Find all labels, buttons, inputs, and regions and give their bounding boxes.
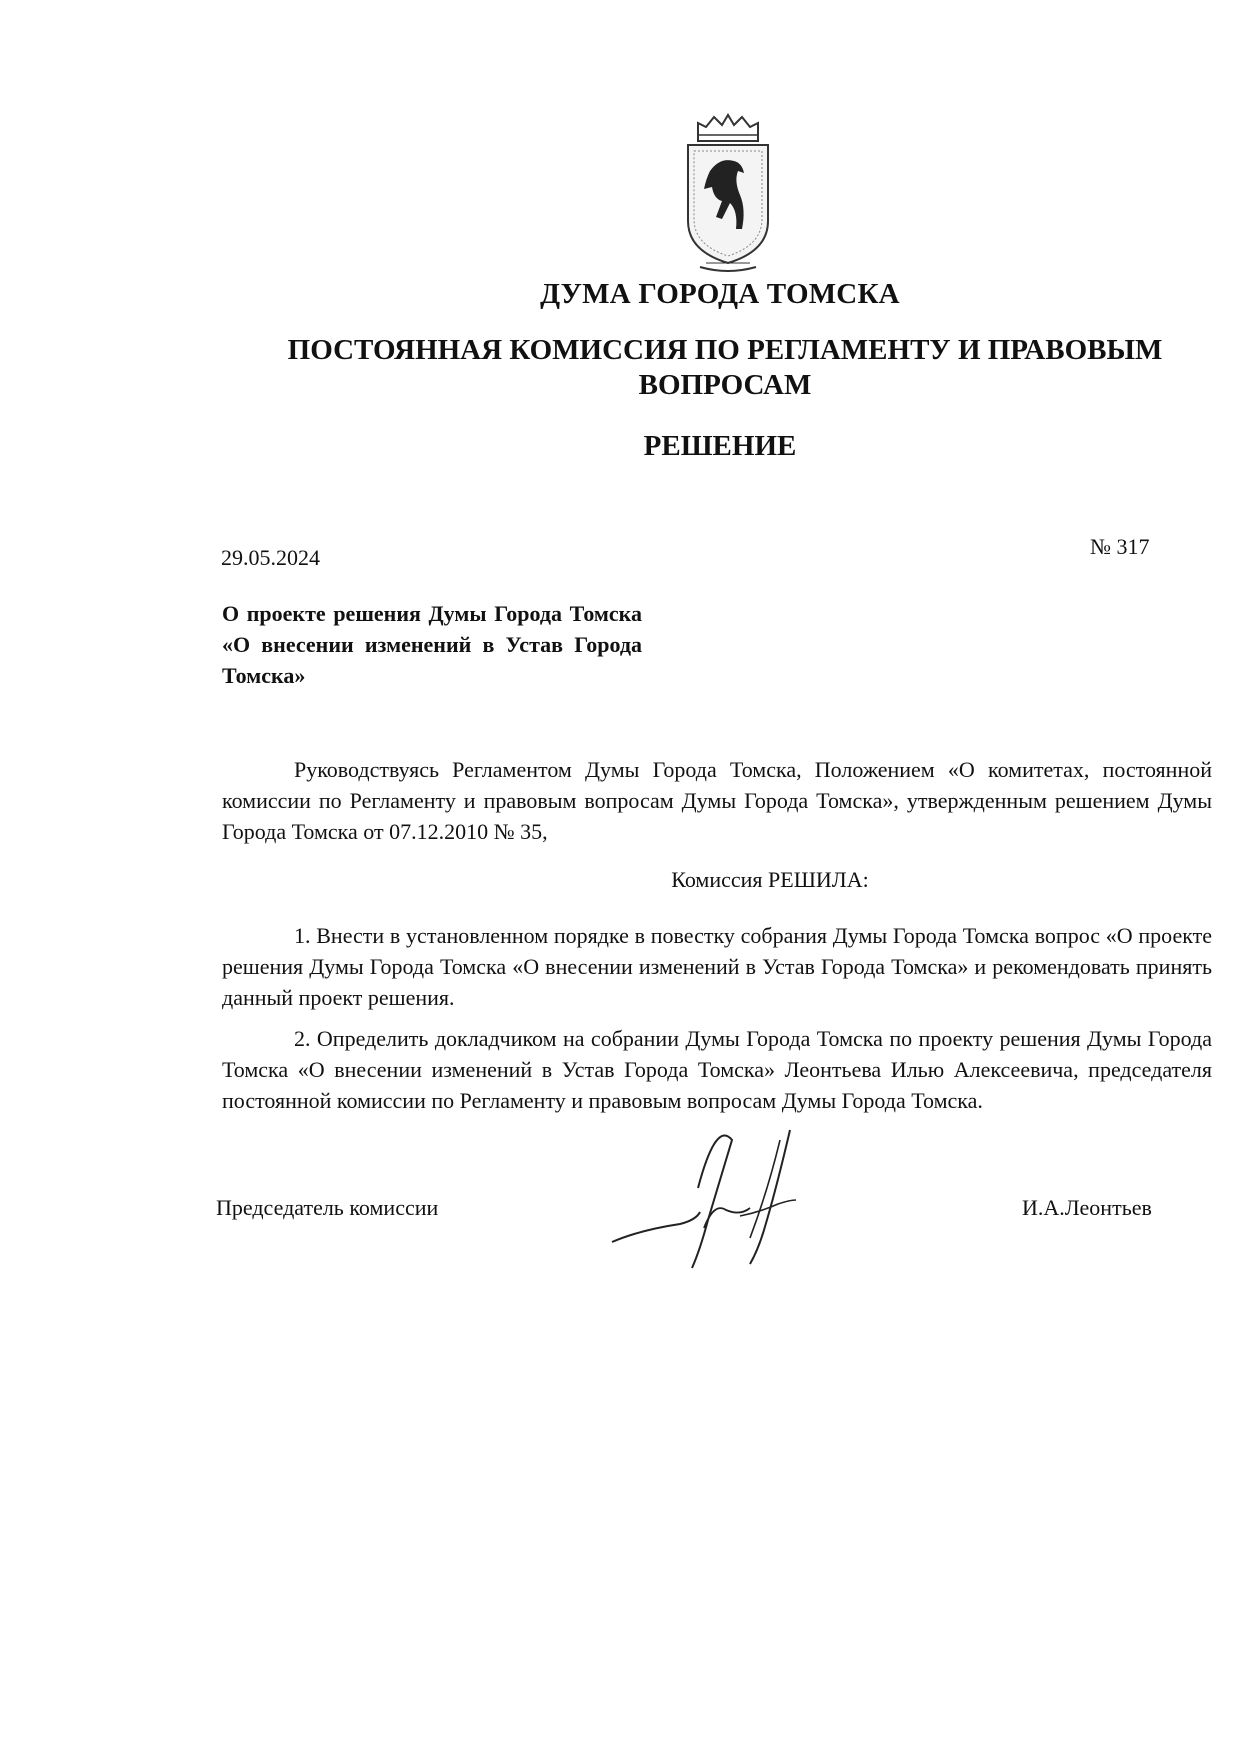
signer-name: И.А.Леонтьев [1022,1195,1152,1220]
tomsk-coat-of-arms-icon [676,111,780,275]
organization-title: ДУМА ГОРОДА ТОМСКА [540,278,900,310]
preamble-paragraph: Руководствуясь Регламентом Думы Города Томска, Положением «О комитетах, постоянной комиссии по Регламенту и правовым вопросам Думы Города Томска», утвержденным решением Думы Города Томска от 07.12.2010 № 35, [222,757,1212,844]
document-date: 29.05.2024 [221,545,320,570]
signer-position: Председатель комиссии [216,1195,439,1220]
decision-item-2: 2. Определить докладчиком на собрании Думы Города Томска по проекту решения Думы Города Томска «О внесении изменений в Устав Города Томска» Леонтьева Илью Алексеевича, председателя постоянной комиссии по Регламенту и правовым вопросам Думы Города Томска. [222,1026,1212,1113]
resolved-line: Комиссия РЕШИЛА: [671,867,869,892]
document-type-title: РЕШЕНИЕ [643,430,797,462]
commission-title: ПОСТОЯННАЯ КОМИССИЯ ПО РЕГЛАМЕНТУ И ПРАВОВЫМ ВОПРОСАМ [287,334,1163,401]
decision-item-1: 1. Внести в установленном порядке в повестку собрания Думы Города Томска вопрос «О проекте решения Думы Города Томска «О внесении изменений в Устав Города Томска» и рекомендовать принять данный проект решения. [222,923,1212,1010]
document-number: № 317 [1090,534,1150,559]
document-subject: О проекте решения Думы Города Томска «О внесении изменений в Устав Города Томска» [222,601,642,688]
handwritten-signature [600,1120,820,1270]
